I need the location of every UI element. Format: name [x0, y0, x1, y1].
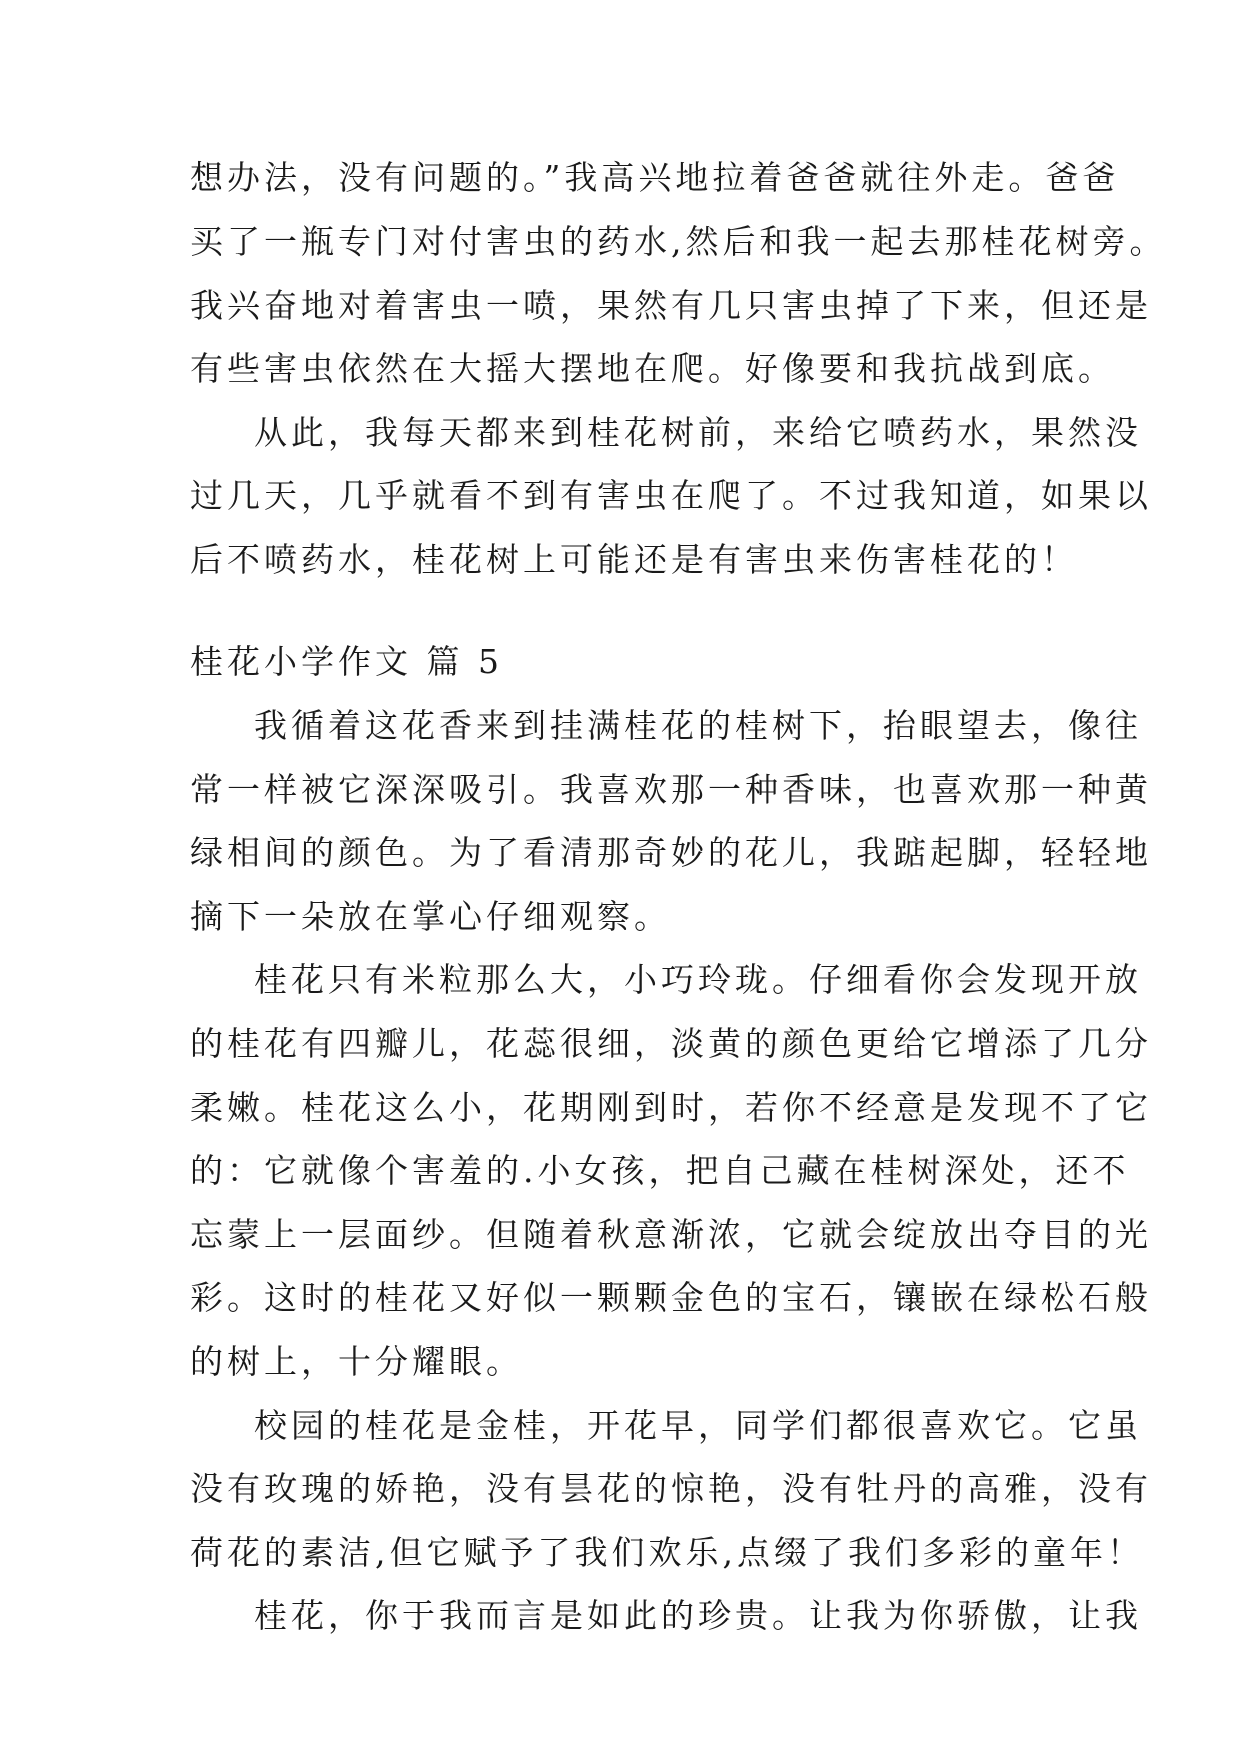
paragraph-line: 从此，我每天都来到桂花树前，来给它喷药水，果然没 — [254, 413, 1142, 452]
paragraph-line: 我循着这花香来到挂满桂花的桂树下，抬眼望去，像往 — [254, 706, 1142, 745]
paragraph-line: 校园的桂花是金桂，开花早，同学们都很喜欢它。它虽 — [254, 1406, 1142, 1445]
paragraph-line: 想办法，没有问题的。”我高兴地拉着爸爸就往外走。爸爸 — [190, 158, 1120, 197]
paragraph-line: 桂花只有米粒那么大，小巧玲珑。仔细看你会发现开放 — [254, 960, 1142, 999]
paragraph-line: 柔嫩。桂花这么小，花期刚到时，若你不经意是发现不了它 — [190, 1088, 1152, 1127]
paragraph-line: 有些害虫依然在大摇大摆地在爬。好像要和我抗战到底。 — [190, 349, 1115, 388]
paragraph-line: 摘下一朵放在掌心仔细观察。 — [190, 897, 671, 936]
paragraph-line: 没有玫瑰的娇艳，没有昙花的惊艳，没有牡丹的高雅，没有 — [190, 1469, 1152, 1508]
paragraph-line: 常一样被它深深吸引。我喜欢那一种香味，也喜欢那一种黄 — [190, 770, 1152, 809]
paragraph-line: 绿相间的颜色。为了看清那奇妙的花儿，我踮起脚，轻轻地 — [190, 833, 1152, 872]
section-heading: 桂花小学作文 篇 5 — [190, 642, 503, 681]
paragraph-line: 买了一瓶专门对付害虫的药水,然后和我一起去那桂花树旁。 — [190, 222, 1167, 261]
paragraph-line: 彩。这时的桂花又好似一颗颗金色的宝石，镶嵌在绿松石般 — [190, 1278, 1152, 1317]
paragraph-line: 的桂花有四瓣儿，花蕊很细，淡黄的颜色更给它增添了几分 — [190, 1024, 1152, 1063]
paragraph-line: 荷花的素洁,但它赋予了我们欢乐,点缀了我们多彩的童年！ — [190, 1533, 1144, 1572]
paragraph-line: 后不喷药水，桂花树上可能还是有害虫来伤害桂花的！ — [190, 540, 1078, 579]
paragraph-line: 的：它就像个害羞的.小女孩，把自己藏在桂树深处，还不 — [190, 1151, 1130, 1190]
paragraph-line: 我兴奋地对着害虫一喷，果然有几只害虫掉了下来，但还是 — [190, 286, 1152, 325]
paragraph-line: 桂花，你于我而言是如此的珍贵。让我为你骄傲，让我 — [254, 1596, 1142, 1635]
paragraph-line: 过几天，几乎就看不到有害虫在爬了。不过我知道，如果以 — [190, 476, 1152, 515]
paragraph-line: 忘蒙上一层面纱。但随着秋意渐浓，它就会绽放出夺目的光 — [190, 1215, 1152, 1254]
paragraph-line: 的树上，十分耀眼。 — [190, 1342, 523, 1381]
